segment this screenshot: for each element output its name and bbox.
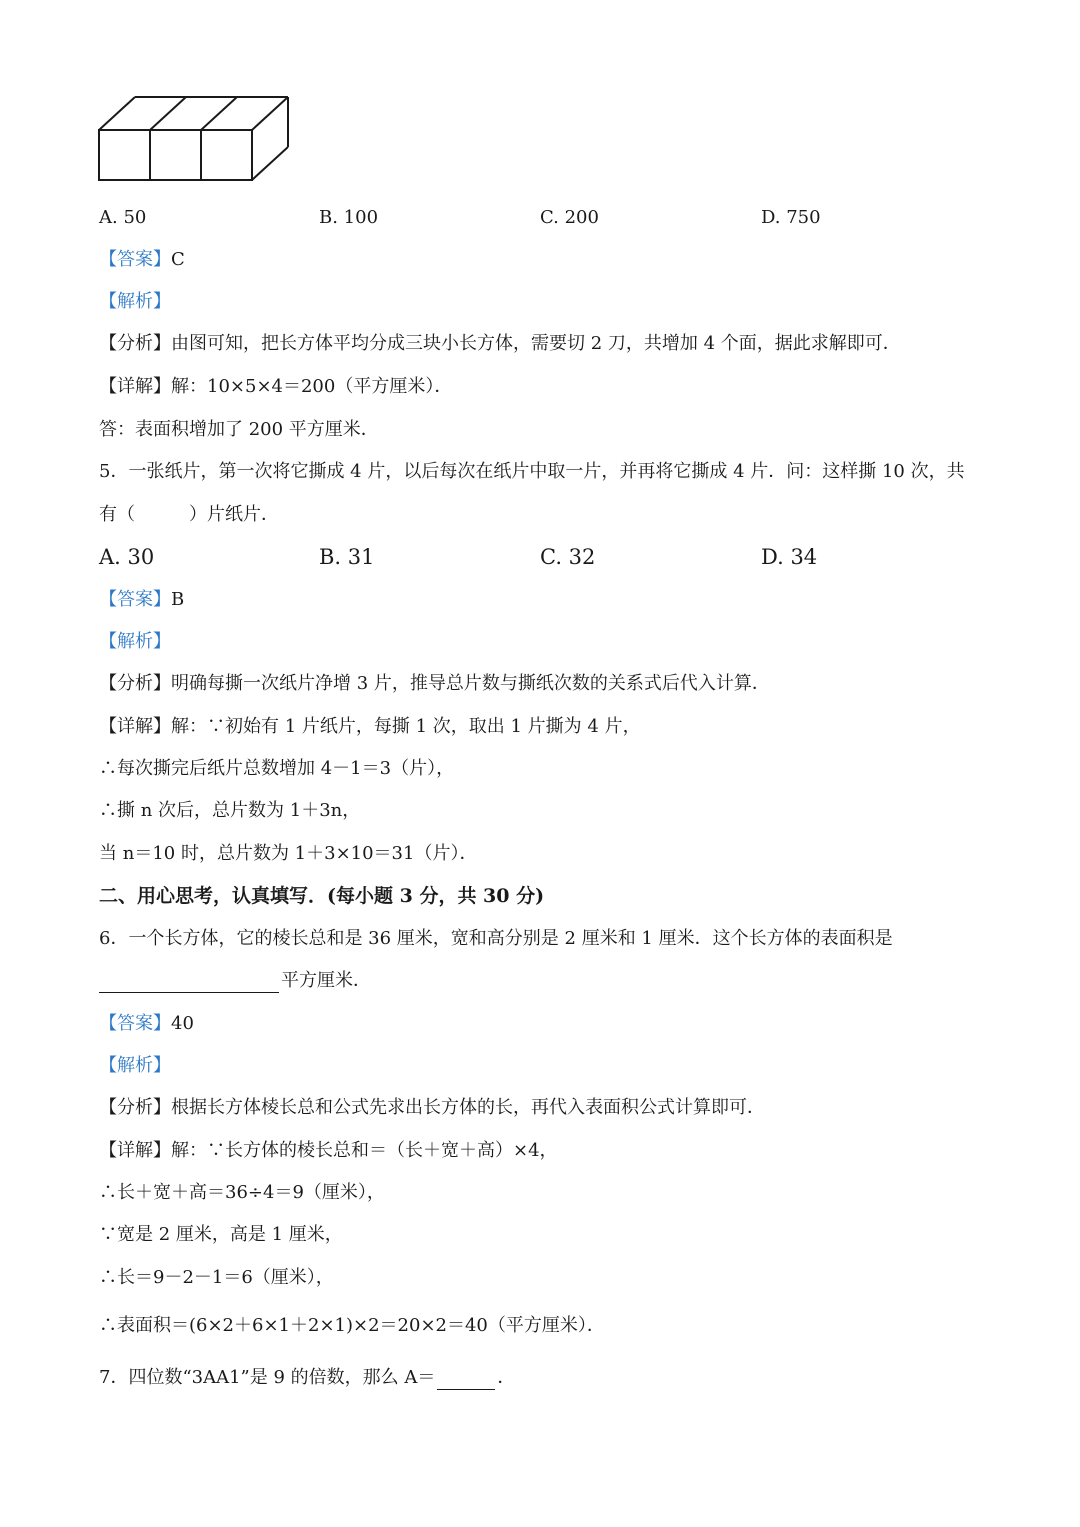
q4-detail xyxy=(99,375,452,399)
answer-tag: 【答案】 xyxy=(99,249,171,270)
q4-reply: 答：表面积增加了 200 平方厘米． xyxy=(99,419,379,440)
q5-detail xyxy=(99,715,641,739)
q7-stem-text: 7．四位数“3AA1”是 9 的倍数，那么 A＝ xyxy=(99,1367,436,1388)
q6-answer xyxy=(99,1012,194,1036)
q5-step-1: ∴每次撕完后纸片总数增加 4－1＝3（片）， xyxy=(99,758,455,779)
q6-analysis-tag: 【解析】 xyxy=(99,1055,171,1076)
fenxi-tag: 【分析】 xyxy=(99,1097,171,1118)
q6-detail xyxy=(99,1139,558,1163)
answer-tag: 【答案】 xyxy=(99,1013,171,1034)
detail-tag: 【详解】 xyxy=(99,376,171,397)
detail-text: 解：∵初始有 1 片纸片，每撕 1 次，取出 1 片撕为 4 片， xyxy=(171,716,641,737)
q6-step-3: ∴长＝9－2－1＝6（厘米）， xyxy=(99,1267,334,1288)
q7-stem xyxy=(99,1366,515,1390)
answer-tag: 【答案】 xyxy=(99,589,171,610)
q4-analysis-tag: 【解析】 xyxy=(99,291,171,312)
q5-analysis-tag: 【解析】 xyxy=(99,631,171,652)
q5-step-3: 当 n＝10 时，总片数为 1＋3×10＝31（片）． xyxy=(99,843,478,864)
cuboid-figure xyxy=(96,94,296,186)
q5-option-d: D. 34 xyxy=(761,545,818,569)
fenxi-text: 根据长方体棱长总和公式先求出长方体的长，再代入表面积公式计算即可． xyxy=(171,1097,765,1118)
answer-value: C xyxy=(171,249,185,270)
fenxi-text: 明确每撕一次纸片净增 3 片，推导总片数与撕纸次数的关系式后代入计算． xyxy=(171,673,770,694)
q4-answer xyxy=(99,248,185,272)
detail-tag: 【详解】 xyxy=(99,716,171,737)
q5-step-2: ∴撕 n 次后，总片数为 1＋3n， xyxy=(99,800,361,821)
q5-option-a: A. 30 xyxy=(99,545,155,569)
answer-value: 40 xyxy=(171,1013,194,1034)
detail-tag: 【详解】 xyxy=(99,1140,171,1161)
q5-stem-line-2: 有（ ）片纸片． xyxy=(99,504,279,525)
q6-stem-line-2 xyxy=(99,969,371,993)
q4-fenxi xyxy=(99,332,901,356)
q4-option-b: B. 100 xyxy=(319,207,379,228)
fenxi-text: 由图可知，把长方体平均分成三块小长方体，需要切 2 刀，共增加 4 个面，据此求解即可． xyxy=(171,333,901,354)
q6-step-4: ∴表面积＝(6×2＋6×1＋2×1)×2＝20×2＝40（平方厘米）． xyxy=(99,1315,605,1336)
q5-fenxi xyxy=(99,672,770,696)
q6-stem-tail: 平方厘米． xyxy=(281,970,371,991)
answer-blank[interactable] xyxy=(437,1369,495,1390)
detail-text: 解：10×5×4＝200（平方厘米）． xyxy=(171,376,453,397)
q5-option-c: C. 32 xyxy=(540,545,596,569)
q4-option-c: C. 200 xyxy=(540,207,599,228)
q4-option-d: D. 750 xyxy=(761,207,821,228)
q6-step-1: ∴长＋宽＋高＝36÷4＝9（厘米）， xyxy=(99,1182,385,1203)
q5-stem-line-1: 5．一张纸片，第一次将它撕成 4 片，以后每次在纸片中取一片，并再将它撕成 4 片．问：这样撕 10 次，共 xyxy=(99,461,965,482)
q5-option-b: B. 31 xyxy=(319,545,375,569)
section-2-title: 二、用心思考，认真填写．(每小题 3 分，共 30 分) xyxy=(99,885,545,907)
q7-stem-end: ． xyxy=(497,1367,516,1388)
fenxi-tag: 【分析】 xyxy=(99,333,171,354)
q5-answer xyxy=(99,588,184,612)
q6-stem-line-1: 6．一个长方体，它的棱长总和是 36 厘米，宽和高分别是 2 厘米和 1 厘米．这个长方体的表面积是 xyxy=(99,928,893,949)
fenxi-tag: 【分析】 xyxy=(99,673,171,694)
detail-text: 解：∵长方体的棱长总和＝（长＋宽＋高）×4， xyxy=(171,1140,558,1161)
q6-fenxi xyxy=(99,1096,765,1120)
q6-step-2: ∵宽是 2 厘米，高是 1 厘米， xyxy=(99,1224,343,1245)
q4-option-a: A. 50 xyxy=(99,207,147,228)
answer-blank[interactable] xyxy=(99,972,279,993)
answer-value: B xyxy=(171,589,185,610)
